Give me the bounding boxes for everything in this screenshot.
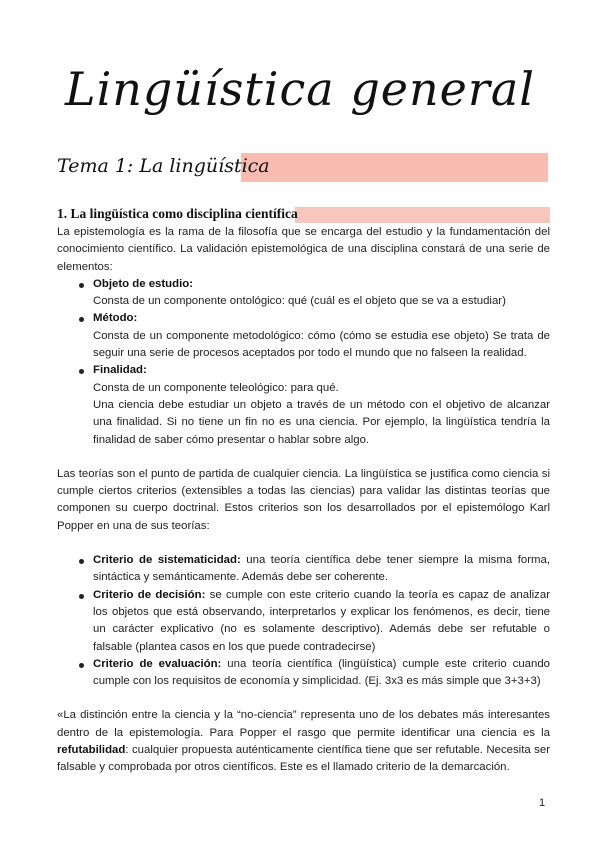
elements-list (57, 276, 550, 449)
item-text: una teoría científica debe tener siempre la misma forma, sintáctica y semánticamente. Además debe ser coherente. (93, 554, 550, 584)
quote-text: «La distinción entre la ciencia y la “no-ciencia” representa uno de los debates más interesantes dentro de la epistemología. Para Popper el rasgo que permite identificar una ciencia es la (57, 709, 550, 739)
item-text: Consta de un componente teleológico: para qué. (93, 381, 339, 394)
intro-paragraph: La epistemología es la rama de la filosofía que se encarga del estudio y la fundamentación del conocimiento científico. La validación epistemológica de una disciplina constará de una serie de elementos: (57, 226, 550, 273)
quote-text: : cualquier propuesta auténticamente científica tiene que ser refutable. Necesita ser falsable y comprobada por otros científicos. Este es el llamado criterio de la demarcación. (57, 744, 550, 774)
list-item (57, 310, 550, 362)
page-number: 1 (539, 797, 546, 809)
item-label: Finalidad: (93, 364, 147, 377)
item-label: Criterio de decisión: (93, 588, 206, 601)
list-item (57, 587, 550, 656)
section-body (57, 224, 550, 777)
item-text: una teoría científica (lingüística) cumple este criterio cuando cumple con los requisitos de economía y simplicidad. (Ej. 3x3 es más simple que 3+3+3) (93, 657, 550, 688)
theories-paragraph: Las teorías son el punto de partida de cualquier ciencia. La lingüística se justifica como ciencia si cumple ciertos criterios (extensibles a todas las ciencias) para validar las distintas teorías que componen su cuerpo doctrinal. Estos criterios son los desarrollados por el epistemólogo Karl Popper en una de sus teorías: (57, 467, 550, 532)
list-item (57, 276, 550, 311)
item-label: Método: (93, 312, 138, 325)
section-heading: 1. La lingüística como disciplina científica (57, 206, 298, 221)
item-label: Criterio de evaluación: (93, 657, 222, 670)
section-highlight-bar (295, 207, 550, 223)
list-item (57, 552, 550, 587)
list-item (57, 362, 550, 448)
highlight-bar (241, 153, 548, 182)
quote-paragraph (57, 707, 550, 776)
document-title: Lingüística general (65, 62, 535, 116)
criteria-list (57, 552, 550, 690)
item-text: Consta de un componente metodológico: cómo (cómo se estudia ese objeto) Se trata de seguir una serie de procesos aceptados por todo el mundo que no falseen la realidad. (93, 329, 550, 360)
item-text: Consta de un componente ontológico: qué (cuál es el objeto que se va a estudiar) (93, 295, 506, 308)
topic-heading: Tema 1: La lingüística (57, 155, 270, 177)
item-text: Una ciencia debe estudiar un objeto a través de un método con el objetivo de alcanzar una finalidad. Si no tiene un fin no es una ciencia. Por ejemplo, la lingüística tendría la finalidad de saber cómo presentar o hablar sobre algo. (93, 398, 550, 446)
item-text: se cumple con este criterio cuando la teoría es capaz de analizar los objetos que está observando, interpretarlos y explicar los fenómenos, es decir, tiene un carácter explicativo (no es solamente descriptivo). Además debe ser refutable o falsable (plantea casos en los que puede contradecirse) (93, 588, 550, 653)
list-item (57, 656, 550, 691)
item-label: Objeto de estudio: (93, 277, 193, 290)
item-label: Criterio de sistematicidad: (93, 554, 241, 567)
quote-bold-term: refutabilidad (57, 744, 126, 757)
